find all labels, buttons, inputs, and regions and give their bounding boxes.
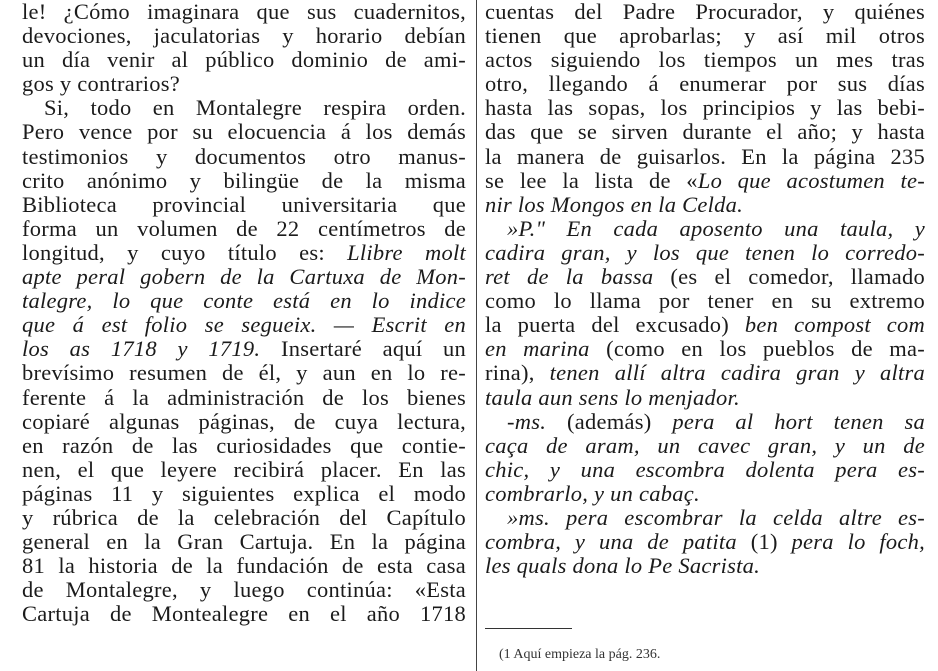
text-line <box>485 554 925 578</box>
text-line: hasta las sopas, los principios y las bebi- <box>485 95 925 121</box>
text-line <box>22 241 466 265</box>
italic-title: que á est folio se segueix. — Escrit en <box>22 312 466 338</box>
text-line: páginas 11 y siguientes explica el modo <box>22 480 466 506</box>
footnote-rule <box>485 628 572 629</box>
text-line: das que se sirven durante el año; y hasta <box>485 119 925 145</box>
text-line: Cartuja de Montealegre en el año 1718 <box>22 601 466 627</box>
footnote-marker: (1) <box>750 529 778 555</box>
text-line: como lo llama por tener en su extremo <box>485 288 925 314</box>
italic-quote: nir los Mongos en la Celda. <box>485 191 743 217</box>
text-line: nen, el que leyere recibirá placer. En las <box>22 456 466 482</box>
text-line <box>485 193 925 217</box>
text-line <box>22 313 466 337</box>
text-line <box>22 337 466 361</box>
italic-quote: combra, y una de patita <box>485 529 737 555</box>
italic-title: los as 1718 y 1719. <box>22 336 261 362</box>
italic-quote: les quals dona lo Pe Sacrista. <box>485 553 760 579</box>
text-line <box>485 313 925 337</box>
text-line: forma un volumen de 22 centímetros de <box>22 215 466 241</box>
text-fragment: Insertaré aquí un <box>280 336 467 362</box>
text-line <box>485 434 925 458</box>
text-line: la manera de guisarlos. En la página 235 <box>485 143 925 169</box>
text-line: crito anónimo y bilingüe de la misma <box>22 167 466 193</box>
italic-quote: ret de la bassa <box>485 264 654 290</box>
text-line: brevísimo resumen de él, y aun en lo re- <box>22 360 466 386</box>
text-line <box>485 169 925 193</box>
text-line: Si, todo en Montalegre respira orden. <box>44 95 466 121</box>
italic-quote: »ms. pera escombrar la celda altre es- <box>507 504 925 530</box>
text-line: y rúbrica de la celebración del Capítulo <box>22 504 466 530</box>
italic-quote: combrarlo, y un cabaç. <box>485 480 700 506</box>
footnote: (1 Aquí empieza la pág. 236. <box>499 647 661 662</box>
italic-title: talegre, lo que conte está en lo indice <box>22 288 466 314</box>
text-line: de Montalegre, y luego continúa: «Esta <box>22 577 466 603</box>
text-line: otro, llegando á enumerar por sus días <box>485 71 925 97</box>
text-line: en razón de las curiosidades que contie- <box>22 432 466 458</box>
text-line: tienen que aprobarlas; y así mil otros <box>485 23 925 49</box>
text-fragment: longitud, y cuyo título es: <box>22 239 325 265</box>
italic-quote: en marina <box>485 336 590 362</box>
text-fragment: (como en los pueblos de ma- <box>606 336 925 362</box>
text-line <box>485 265 925 289</box>
text-line: ferente á la administración de los bienes <box>22 384 466 410</box>
column-divider <box>476 0 477 671</box>
text-line: devociones, jaculatorias y horario debían <box>22 23 466 49</box>
text-line: general en la Gran Cartuja. En la página <box>22 529 466 555</box>
text-line <box>485 361 925 385</box>
text-fragment: la puerta del excusado) <box>485 312 729 338</box>
text-line <box>485 530 925 554</box>
italic-quote: En cada aposento una taula, y <box>566 215 925 241</box>
text-line: testimonios y documentos otro manus- <box>22 143 466 169</box>
italic-quote: cadira gran, y los que tenen lo corredo- <box>485 239 925 265</box>
text-line: 81 la historia de la fundación de esta casa <box>22 553 466 579</box>
text-line: un día venir al público dominio de ami- <box>22 47 466 73</box>
italic-title: apte peral gobern de la Cartuxa de Mon- <box>22 264 466 290</box>
text-line <box>485 482 925 506</box>
italic-quote: caça de aram, un cavec gran, y un de <box>485 432 925 458</box>
text-line <box>485 506 925 530</box>
text-fragment: rina), <box>485 360 535 386</box>
text-line: actos siguiendo los tiempos un mes tras <box>485 47 925 73</box>
text-line: gos y contrarios? <box>22 71 180 97</box>
italic-quote: ben compost com <box>744 312 925 338</box>
italic-title: Llibre molt <box>347 239 466 265</box>
italic-quote: chic, y una escombra dolenta pera es- <box>485 456 925 482</box>
text-line: Biblioteca provincial universitaria que <box>22 191 466 217</box>
italic-quote: -ms. <box>507 408 547 434</box>
text-line <box>22 289 466 313</box>
italic-quote: Lo que acostumen te- <box>697 167 925 193</box>
text-line <box>485 410 925 434</box>
text-line <box>485 337 925 361</box>
text-line <box>485 458 925 482</box>
left-column <box>22 0 466 626</box>
italic-quote: »P." <box>507 215 546 241</box>
text-line: Pero vence por su elocuencia á los demás <box>22 119 466 145</box>
text-fragment: se lee la lista de « <box>485 167 698 193</box>
text-line <box>485 241 925 265</box>
text-fragment: (además) <box>567 408 652 434</box>
right-column <box>485 0 925 578</box>
text-line: le! ¿Cómo imaginara que sus cuadernitos, <box>22 0 466 24</box>
text-line: copiaré algunas páginas, de cuya lectura, <box>22 408 466 434</box>
text-line <box>22 265 466 289</box>
italic-quote: pera lo foch, <box>791 529 926 555</box>
text-line <box>485 386 925 410</box>
text-line <box>485 217 925 241</box>
text-fragment: (es el comedor, llamado <box>670 264 925 290</box>
text-line: cuentas del Padre Procurador, y quiénes <box>485 0 925 24</box>
italic-quote: taula aun sens lo menjador. <box>485 384 740 410</box>
italic-quote: tenen allí altra cadira gran y altra <box>549 360 926 386</box>
italic-quote: pera al hort tenen sa <box>672 408 926 434</box>
